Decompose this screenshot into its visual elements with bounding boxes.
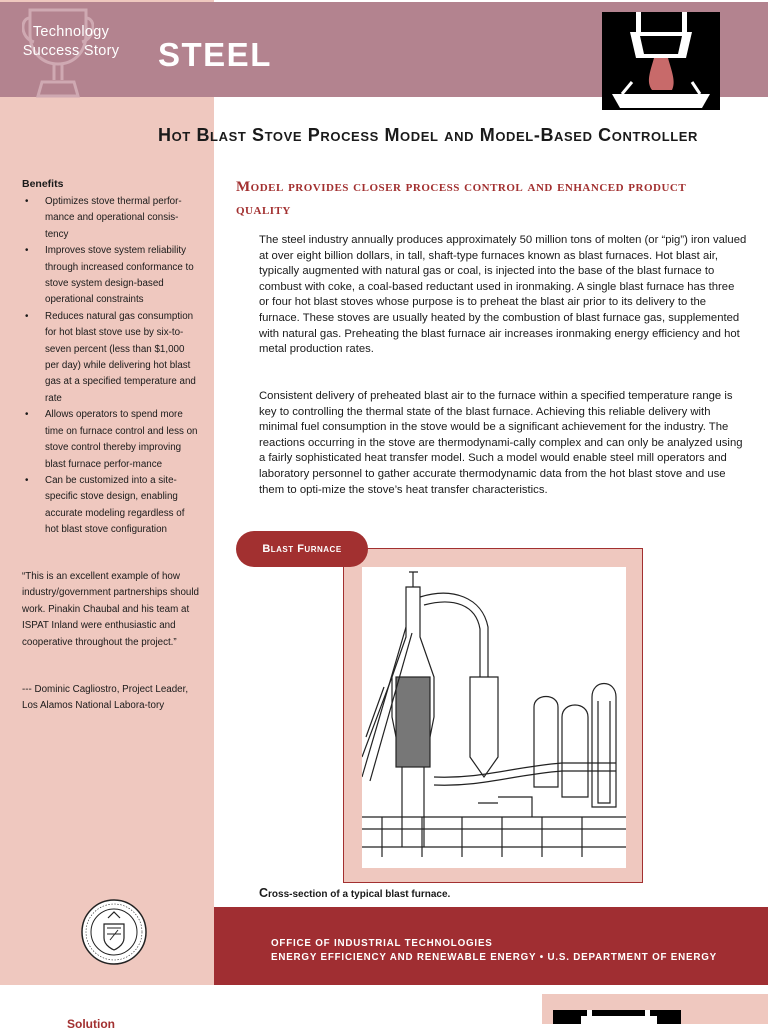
- ladle-icon: [602, 12, 720, 110]
- list-item: • Reduces natural gas consumption for hot blast stove use by six-to-seven percent (less than $1,000 per day) while delivering hot blast gas at a specified temperature and rate: [25, 310, 196, 404]
- bullet-icon: •: [25, 474, 29, 486]
- list-item: • Can be customized into a site-specific stove design, enabling accurate modeling regardless of hot blast stove configuration: [25, 474, 185, 536]
- steel-ladle-logo-repeat: [553, 1010, 681, 1024]
- list-item: • Allows operators to spend more time on furnace control and less on stove control thereby improving blast furnace perfor-mance: [25, 409, 198, 470]
- industry-title: STEEL: [158, 36, 272, 73]
- footer-office: OFFICE OF INDUSTRIAL TECHNOLOGIES: [271, 938, 493, 949]
- blast-furnace-illustration: [362, 567, 626, 868]
- section-heading-solution: Solution: [67, 1017, 115, 1031]
- body-paragraph: Consistent delivery of preheated blast air to the furnace within a specified temperature range is key to controlling the thermal state of the blast furnace. Achieving this reliable delivery with minimal fuel consumption in the stove would be a significant achievement for the industry. The reactions occurring in the stove are thermodynami-cally complex and can only be analyzed using a fairly sophisticated heat transfer model. Such a model would enable steel mill operators and laboratory personnel to gather accurate thermodynamic data from the hot blast stove and use them to opti-mize the stove’s heat transfer characteristics.: [259, 390, 743, 496]
- quote-attribution: --- Dominic Cagliostro, Project Leader, Los Alamos National Labora-tory: [22, 684, 189, 712]
- blast-furnace-diagram: [362, 567, 626, 868]
- list-item: • Improves stove system reliability through increased conformance to stove system design-based operational constraints: [25, 245, 194, 306]
- doe-seal-icon: [80, 898, 148, 966]
- figure-label-badge: Blast Furnace: [236, 531, 368, 567]
- bullet-icon: •: [25, 196, 29, 207]
- page-subtitle: Model provides closer process control and enhanced product quality: [236, 179, 687, 218]
- page-title: Hot Blast Stove Process Model and Model-Based Controller: [158, 125, 699, 145]
- bullet-icon: •: [25, 245, 29, 257]
- technology-success-story-badge: Technology Success Story: [22, 24, 120, 59]
- bullet-icon: •: [25, 409, 29, 421]
- benefits-heading: Benefits: [22, 178, 64, 190]
- ladle-icon: [553, 1010, 681, 1024]
- benefits-list: [22, 194, 200, 539]
- body-paragraph: The steel industry annually produces approximately 50 million tons of molten (or “pig”) iron valued at over eight billion dollars, in tall, shaft-type furnaces known as blast furnaces. Hot blast air, typically augmented with natural gas or coal, is injected into the base of the blast furnace to combust with coke, a coal-based reductant used in ironmaking. A single blast furnace has three or four hot blast stoves whose purpose is to preheat the blast air prior to its delivery to the furnace. These stoves are usually heated by the combustion of blast furnace gas, supplemented with natural gas. Preheating the blast furnace air increases ironmaking energy efficiency and hot metal production rates.: [259, 234, 747, 356]
- list-item: • Optimizes stove thermal perfor-mance and operational consis-tency: [25, 196, 182, 240]
- footer-department: ENERGY EFFICIENCY AND RENEWABLE ENERGY • U.S. DEPARTMENT OF ENERGY: [271, 952, 717, 963]
- steel-ladle-logo: [602, 12, 720, 110]
- testimonial-quote: “This is an excellent example of how industry/government partnerships should work. Pinakin Chaubal and his team at ISPAT Inland were enthusiastic and cooperative throughout the project.”: [22, 571, 199, 648]
- figure-caption: Cross-section of a typical blast furnace.: [259, 886, 451, 900]
- bullet-icon: •: [25, 310, 29, 322]
